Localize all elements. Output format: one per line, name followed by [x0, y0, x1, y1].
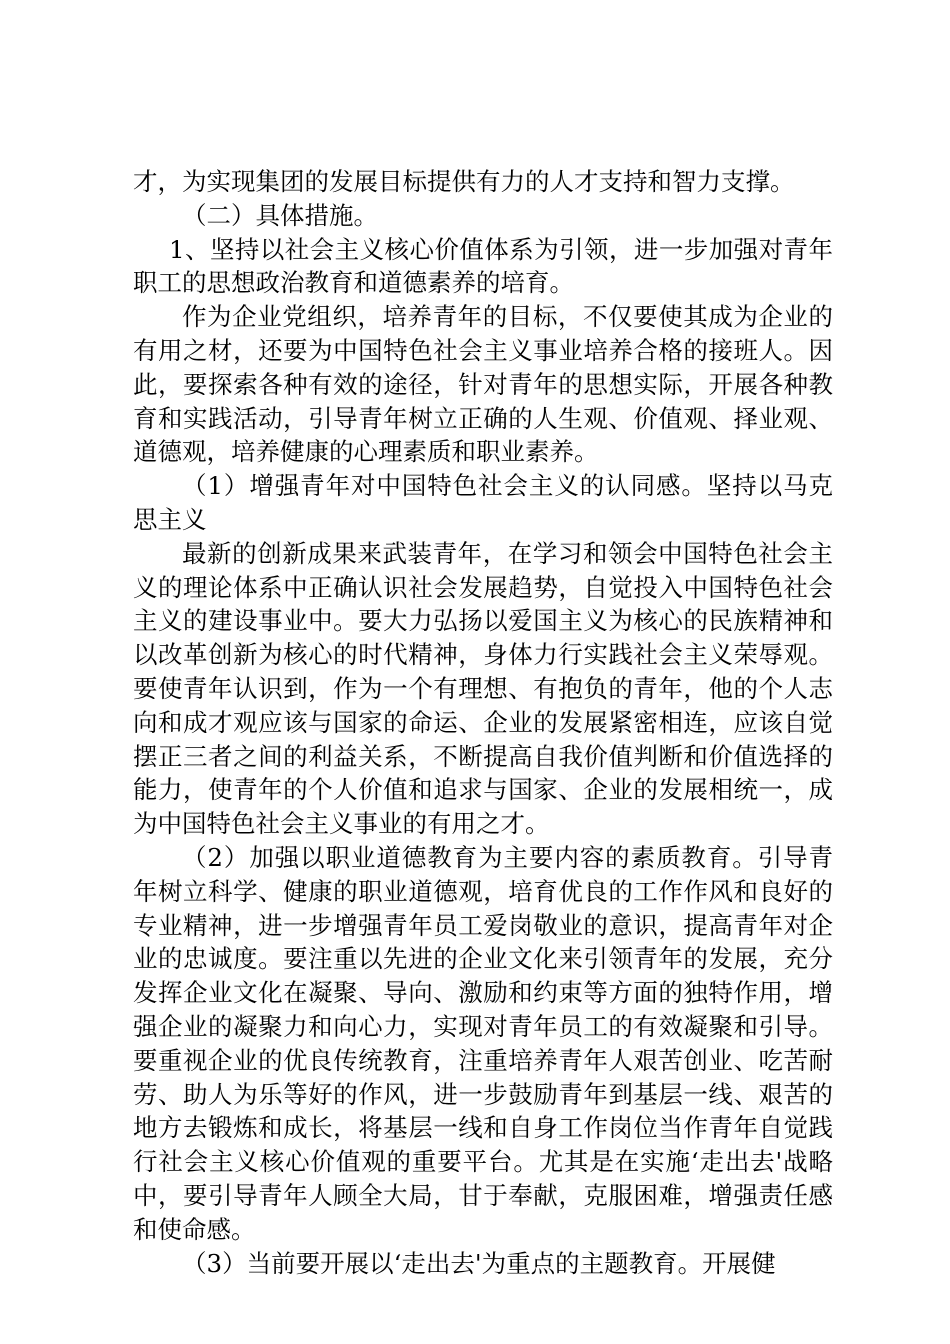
item-3-theme-education: （3）当前要开展以‘走出去'为重点的主题教育。开展健 [182, 1248, 776, 1278]
document-page [133, 165, 833, 1280]
paragraph-continuation: 才，为实现集团的发展目标提供有力的人才支持和智力支撑。 [133, 167, 795, 196]
paragraph-party-organization-goal: 作为企业党组织，培养青年的目标，不仅要使其成为企业的有用之材，还要为中国特色社会主义事业培养合格的接班人。因此，要探索各种有效的途径，针对青年的思想实际，开展各种教育和实践活动，引导青年树立正确的人生观、价值观、择业观、道德观，培养健康的心理素质和职业素养。 [133, 302, 833, 467]
paragraph-marxism-innovation: 最新的创新成果来武装青年，在学习和领会中国特色社会主义的理论体系中正确认识社会发展趋势，自觉投入中国特色社会主义的建设事业中。要大力弘扬以爱国主义为核心的民族精神和以改革创新为核心的时代精神，身体力行实践社会主义荣辱观。要使青年认识到，作为一个有理想、有抱负的青年，他的个人志向和成才观应该与国家的命运、企业的发展紧密相连，应该自觉摆正三者之间的利益关系，不断提高自我价值判断和价值选择的能力，使青年的个人价值和追求与国家、企业的发展相统一，成为中国特色社会主义事业的有用之才。 [133, 538, 833, 839]
item-2-professional-ethics: （2）加强以职业道德教育为主要内容的素质教育。引导青年树立科学、健康的职业道德观，培育优良的工作作风和良好的专业精神，进一步增强青年员工爱岗敬业的意识，提高青年对企业的忠诚度。要注重以先进的企业文化来引领青年的发展，充分发挥企业文化在凝聚、导向、激励和约束等方面的独特作用，增强企业的凝聚力和向心力，实现对青年员工的有效凝聚和引导。要重视企业的优良传统教育，注重培养青年人艰苦创业、吃苦耐劳、助人为乐等好的作风，进一步鼓励青年到基层一线、艰苦的地方去锻炼和成长，将基层一线和自身工作岗位当作青年自觉践行社会主义核心价值观的重要平台。尤其是在实施‘走出去'战略中，要引导青年人顾全大局，甘于奉献，克服困难，增强责任感和使命感。 [133, 842, 833, 1244]
item-1-heading: （1）增强青年对中国特色社会主义的认同感。坚持以马克思主义 [133, 471, 833, 534]
section-heading-specific-measures: （二）具体措施。 [182, 200, 378, 230]
measure-1-heading: 1、坚持以社会主义核心价值体系为引领，进一步加强对青年职工的思想政治教育和道德素养的培育。 [133, 234, 833, 298]
